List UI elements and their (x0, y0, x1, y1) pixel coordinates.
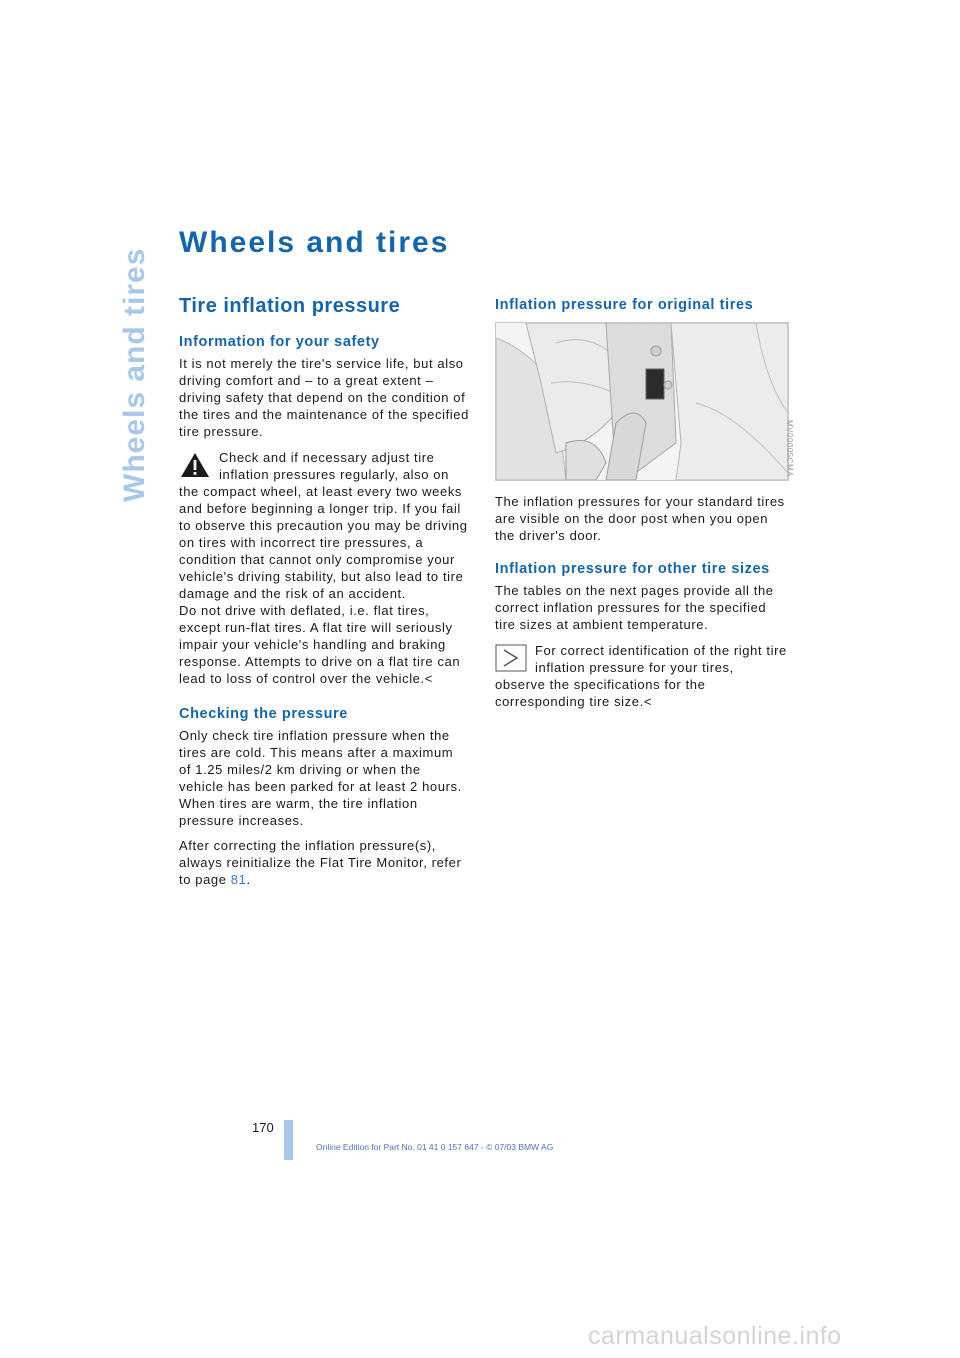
section-title: Tire inflation pressure (179, 295, 401, 317)
original-heading: Inflation pressure for original tires (495, 297, 754, 313)
note-end-mark: < (643, 694, 653, 709)
page-reference-link[interactable]: 81 (230, 872, 247, 887)
page-title: Wheels and tires (179, 226, 450, 259)
reinit-text: After correcting the inflation pressure(s), always reinitialize the Flat Tire Monitor, refer to page (179, 838, 462, 887)
warning-text-1: Check and if necessary adjust tire inflation pressures regularly, also on the compact wheel, at least every two weeks and before beginning a longer trip. If you fail to observe this precaution you may be driving on tires with incorrect tire pressures, a condition that cannot only compromise your vehicle's driving stability, but also lead to tire damage and the risk of an accident. (179, 450, 468, 601)
original-text: The inflation pressures for your standard tires are visible on the door post when you open the driver's door. (495, 494, 785, 543)
identification-note (495, 642, 787, 710)
reinit-end: . (246, 872, 251, 887)
side-tab-label: Wheels and tires (118, 247, 151, 502)
checking-text: Only check tire inflation pressure when the tires are cold. This means after a maximum of 1.25 miles/2 km driving or when the vehicle has been parked for at least 2 hours. When tires are warm, the tire inflation pressure increases. (179, 728, 462, 828)
image-code: MV00005CMA (785, 420, 794, 478)
right-column (495, 295, 787, 710)
watermark: carmanualsonline.info (588, 1322, 842, 1350)
side-tab (118, 232, 158, 502)
info-heading: Information for your safety (179, 334, 380, 350)
note-text: For correct identification of the right tire inflation pressure for your tires, observe the specifications for the corresponding tire size. (495, 643, 787, 709)
warning-text-2: Do not drive with deflated, i.e. flat tires, except run-flat tires. A flat tire will seriously impair your vehicle's handling and braking response. Attempts to drive on a flat tire can lead to loss of control over the vehicle. (179, 603, 461, 686)
info-text: It is not merely the tire's service life, but also driving comfort and – to a great extent – driving safety that depend on the condition of the tires and the maintenance of the specified tire pressure. (179, 356, 469, 439)
footer-edition: Online Edition for Part No. 01 41 0 157 647 - © 07/03 BMW AG (316, 1142, 554, 1152)
door-post-image (495, 322, 789, 481)
other-heading: Inflation pressure for other tire sizes (495, 561, 770, 577)
note-arrow-icon (495, 644, 527, 672)
end-mark: < (424, 671, 433, 686)
checking-heading: Checking the pressure (179, 706, 348, 722)
footer-bar (284, 1120, 293, 1160)
warning-triangle-icon (179, 451, 211, 479)
other-text: The tables on the next pages provide all the correct inflation pressures for the specified tire sizes at ambient temperature. (495, 583, 774, 632)
page-number: 170 (252, 1120, 274, 1135)
left-column (179, 295, 469, 888)
warning-notice (179, 449, 469, 687)
